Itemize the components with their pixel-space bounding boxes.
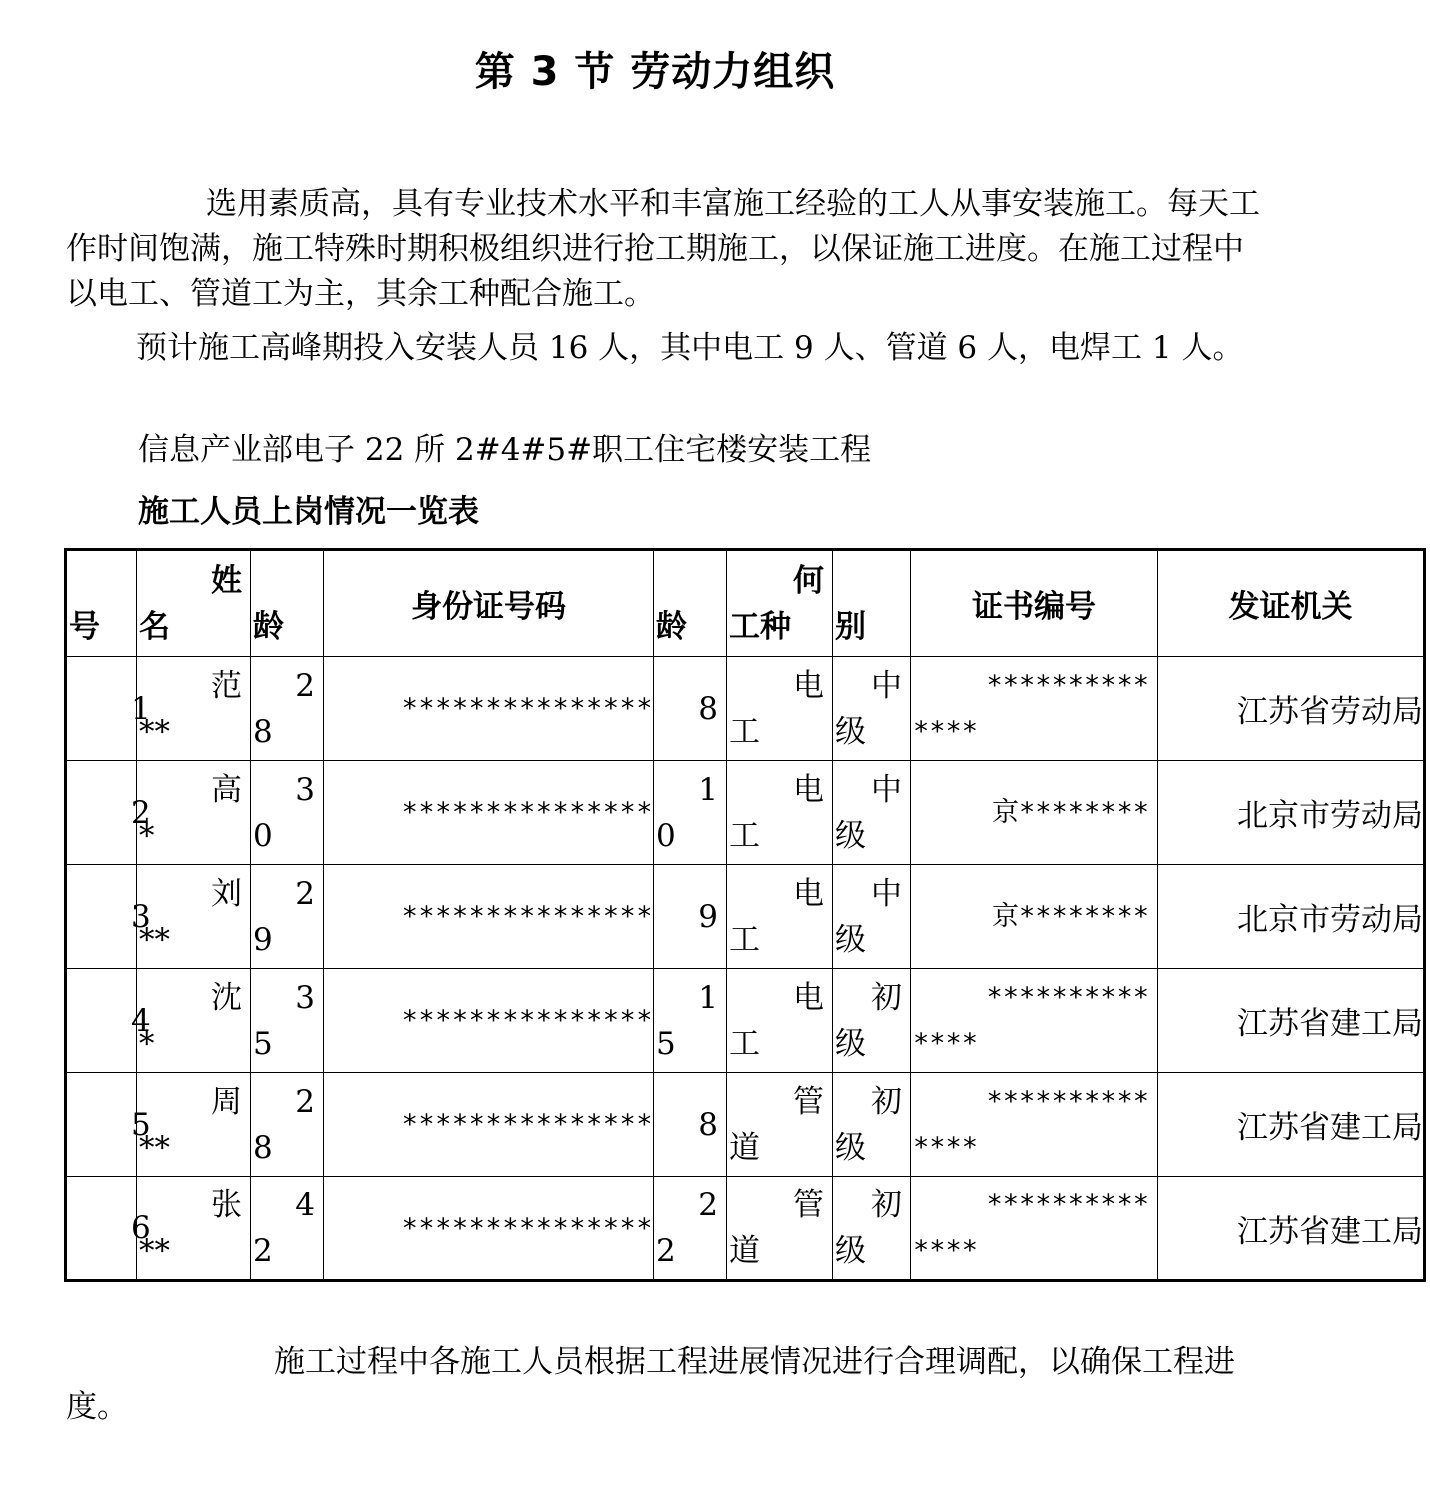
cell-trade (727, 969, 833, 1073)
cell-level (833, 657, 911, 761)
header-age: 龄 (251, 550, 324, 657)
work-age-top: 1 (698, 979, 718, 1016)
level-top: 中 (871, 771, 902, 808)
cell-certificate (911, 1073, 1158, 1177)
age-top: 4 (295, 1187, 315, 1223)
cell-trade (727, 1073, 833, 1177)
cert-top: ********** (986, 1189, 1149, 1220)
name-top: 刘 (211, 875, 242, 912)
cell-id-number: *************** (324, 1073, 654, 1177)
trade-bottom: 工 (729, 921, 760, 958)
level-bottom: 级 (835, 1129, 866, 1166)
level-top: 初 (871, 1187, 902, 1223)
cell-work-age (654, 1177, 727, 1281)
table-row (66, 969, 1425, 1073)
trade-top: 电 (793, 875, 824, 912)
cell-name (137, 761, 251, 865)
cell-level (833, 1073, 911, 1177)
cert-top: ********** (986, 669, 1149, 701)
cell-id-number: *************** (324, 969, 654, 1073)
cell-name (137, 969, 251, 1073)
cell-authority: 江苏省建工局 (1158, 1073, 1425, 1177)
cert-top: 京******** (991, 796, 1149, 828)
name-top: 张 (211, 1187, 242, 1223)
cell-name (137, 865, 251, 969)
cell-name (137, 657, 251, 761)
intro-paragraph: 选用素质高，具有专业技术水平和丰富施工经验的工人从事安装施工。每天工作时间饱满，施工特殊时期积极组织进行抢工期施工，以保证施工进度。在施工过程中以电工、管道工为主，其余工种配合施工。 (66, 186, 1260, 312)
name-top: 沈 (211, 979, 242, 1016)
name-bottom: ** (139, 1129, 170, 1166)
cell-age (251, 865, 324, 969)
row-number: 2 (131, 794, 151, 831)
cell-authority: 江苏省劳动局 (1158, 657, 1425, 761)
cert-bottom: **** (913, 1027, 979, 1059)
cell-level (833, 969, 911, 1073)
cell-certificate (911, 969, 1158, 1073)
header-number: 号 (66, 550, 137, 657)
trade-top: 电 (793, 979, 824, 1016)
header-work-age: 龄 (654, 550, 727, 657)
age-top: 2 (295, 875, 315, 912)
cell-work-age (654, 761, 727, 865)
cell-work-age (654, 1073, 727, 1177)
work-age-bottom: 2 (656, 1233, 676, 1269)
age-top: 3 (295, 979, 315, 1016)
cell-authority: 北京市劳动局 (1158, 761, 1425, 865)
age-bottom: 5 (253, 1025, 273, 1062)
table-row (66, 657, 1425, 761)
cell-authority: 江苏省建工局 (1158, 1177, 1425, 1281)
cell-id-number: *************** (324, 761, 654, 865)
project-name: 信息产业部电子 22 所 2#4#5#职工住宅楼安装工程 (138, 432, 872, 468)
work-age-top: 2 (698, 1187, 718, 1223)
cell-number (66, 657, 151, 761)
trade-bottom: 道 (729, 1233, 760, 1269)
cell-number (66, 1073, 151, 1177)
cell-number (66, 969, 151, 1073)
trade-top: 电 (793, 667, 824, 704)
level-top: 初 (871, 979, 902, 1016)
age-bottom: 9 (253, 921, 273, 958)
header-trade: 何 工种 (727, 550, 833, 657)
work-age-bottom: 0 (656, 817, 676, 854)
age-bottom: 0 (253, 817, 273, 854)
cell-work-age (654, 865, 727, 969)
name-bottom: ** (139, 921, 170, 958)
name-top: 周 (211, 1083, 242, 1120)
cell-age (251, 1073, 324, 1177)
work-age-top: 9 (698, 898, 718, 935)
table-caption: 施工人员上岗情况一览表 (138, 494, 479, 530)
staffing-paragraph: 预计施工高峰期投入安装人员 16 人，其中电工 9 人、管道 6 人，电焊工 1 人。 (136, 330, 1244, 366)
trade-top: 管 (793, 1187, 824, 1223)
work-age-top: 8 (698, 1106, 718, 1143)
cell-level (833, 865, 911, 969)
cell-trade (727, 761, 833, 865)
header-id-number: 身份证号码 (324, 550, 654, 657)
cell-trade (727, 865, 833, 969)
cell-authority: 江苏省建工局 (1158, 969, 1425, 1073)
age-top: 2 (295, 1083, 315, 1120)
level-top: 中 (871, 667, 902, 704)
cell-id-number: *************** (324, 865, 654, 969)
name-bottom: * (139, 1025, 155, 1062)
work-age-bottom: 5 (656, 1025, 676, 1062)
name-bottom: * (139, 817, 155, 854)
table-row (66, 865, 1425, 969)
age-bottom: 8 (253, 713, 273, 750)
header-certificate-number: 证书编号 (911, 550, 1158, 657)
cell-work-age (654, 969, 727, 1073)
section-title: 第 3 节 劳动力组织 (474, 49, 836, 95)
cert-bottom: **** (913, 1131, 979, 1163)
name-top: 高 (211, 771, 242, 808)
cell-certificate (911, 865, 1158, 969)
name-bottom: ** (139, 713, 170, 750)
trade-bottom: 工 (729, 1025, 760, 1062)
cell-age (251, 1177, 324, 1281)
level-bottom: 级 (835, 713, 866, 750)
table-header-row (66, 550, 1425, 657)
age-bottom: 2 (253, 1233, 273, 1269)
age-bottom: 8 (253, 1129, 273, 1166)
level-top: 中 (871, 875, 902, 912)
row-number: 6 (131, 1210, 151, 1246)
header-name: 姓 名 (137, 550, 251, 657)
table-row (66, 761, 1425, 865)
level-top: 初 (871, 1083, 902, 1120)
cell-certificate (911, 761, 1158, 865)
work-age-top: 1 (698, 771, 718, 808)
cell-authority: 北京市劳动局 (1158, 865, 1425, 969)
cell-number (66, 761, 151, 865)
trade-bottom: 工 (729, 713, 760, 750)
work-age-top: 8 (698, 690, 718, 727)
cell-age (251, 657, 324, 761)
name-top: 范 (211, 667, 242, 704)
cell-id-number: *************** (324, 657, 654, 761)
row-number: 5 (131, 1106, 151, 1143)
level-bottom: 级 (835, 817, 866, 854)
row-number: 3 (131, 898, 151, 935)
closing-paragraph: 施工过程中各施工人员根据工程进展情况进行合理调配，以确保工程进度。 (66, 1344, 1235, 1425)
cert-top: ********** (986, 1085, 1149, 1117)
age-top: 2 (295, 667, 315, 704)
table-row (66, 1073, 1425, 1177)
cell-work-age (654, 657, 727, 761)
level-bottom: 级 (835, 921, 866, 958)
level-bottom: 级 (835, 1025, 866, 1062)
table-row (66, 1177, 1425, 1281)
age-top: 3 (295, 771, 315, 808)
cert-bottom: **** (913, 1235, 979, 1266)
cell-level (833, 761, 911, 865)
cell-age (251, 969, 324, 1073)
row-number: 4 (131, 1002, 151, 1039)
cell-certificate (911, 1177, 1158, 1281)
cell-certificate (911, 657, 1158, 761)
cell-trade (727, 657, 833, 761)
trade-bottom: 工 (729, 817, 760, 854)
cell-number (66, 865, 151, 969)
cell-name (137, 1177, 251, 1281)
trade-top: 管 (793, 1083, 824, 1120)
header-level: 别 (833, 550, 911, 657)
header-issuing-authority: 发证机关 (1158, 550, 1425, 657)
cert-top: ********** (986, 981, 1149, 1013)
cell-level (833, 1177, 911, 1281)
level-bottom: 级 (835, 1233, 866, 1269)
cell-id-number: *************** (324, 1177, 654, 1281)
cell-age (251, 761, 324, 865)
cell-trade (727, 1177, 833, 1281)
trade-bottom: 道 (729, 1129, 760, 1166)
cert-top: 京******** (991, 900, 1149, 932)
name-bottom: ** (139, 1233, 170, 1269)
cert-bottom: **** (913, 715, 979, 747)
trade-top: 电 (793, 771, 824, 808)
cell-number (66, 1177, 151, 1281)
cell-name (137, 1073, 251, 1177)
staff-roster-table (64, 548, 1426, 1282)
row-number: 1 (131, 690, 151, 727)
